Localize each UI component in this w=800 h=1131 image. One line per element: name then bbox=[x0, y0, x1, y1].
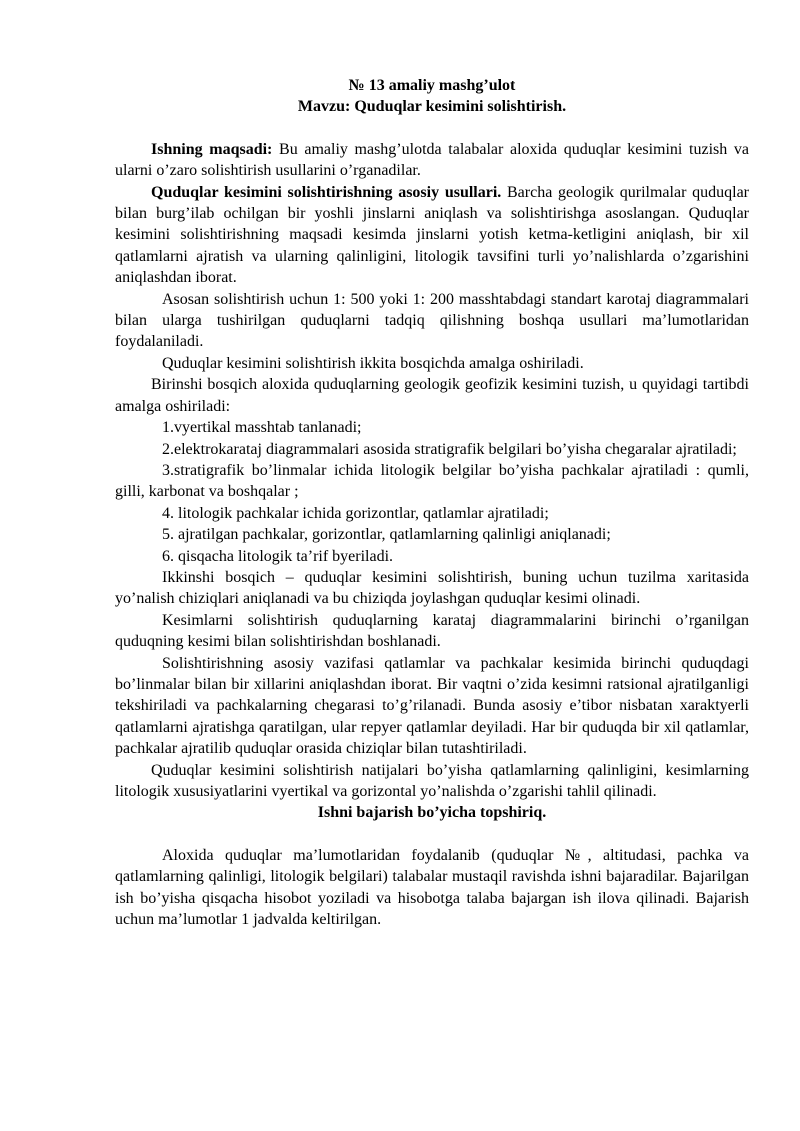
methods-paragraph bbox=[115, 182, 749, 289]
goal-text: Bu amaliy mashg’ulotda talabalar aloxida quduqlar kesimini tuzish va ularni o’zaro solishtirish usullarini o’rganadilar. bbox=[115, 140, 749, 180]
task-title: Ishni bajarish bo’yicha topshiriq. bbox=[317, 804, 547, 822]
paragraph-first-stage: Birinshi bosqich aloxida quduqlarning geologik geofizik kesimini tuzish, u quyidagi tartibdi amalga oshiriladi: bbox=[115, 376, 749, 415]
paragraph-main-task: Solishtirishning asosiy vazifasi qatlamlar va pachkalar kesimida birinchi quduqdagi bo’linmalar bilan bir xillarini aniqlashdan iborat. Bir vaqtni o’zida kesimni ratsional ajratilganligi tekshiriladi va pachkalarning chegarasi to’g’rilanadi. Bunda asosiy e’tibor nisbatan xaraktyerli qatlamlarni ajratishga qaratilgan, ular repyer qatlamlar deyiladi. Har bir quduqda bir xil qatlamlar, pachkalar ajratilib quduqlar orasida chiziqlar bilan tutashtiriladi. bbox=[115, 654, 749, 758]
goal-paragraph bbox=[115, 139, 749, 182]
spacer bbox=[115, 118, 749, 139]
step-4: 4. litologik pachkalar ichida gorizontlar, qatlamlar ajratiladi; bbox=[162, 504, 549, 522]
goal-label: Ishning maqsadi: bbox=[151, 140, 273, 158]
step-5: 5. ajratilgan pachkalar, gorizontlar, qatlamlarning qalinligi aniqlanadi; bbox=[162, 526, 611, 544]
methods-text: Barcha geologik qurilmalar quduqlar bilan burg’ilab ochilgan bir yoshli jinslarni aniqlash va solishtirishga asoslangan. Quduqlar kesimini solishtirishning maqsadi kesimda jinslarni yotish ketma-ketligini aniqlash, bir xil qatlamlarni ajratish va ularning qalinligini, litologik tavsifini turli yo’nalishlarda o’zgarishini aniqlashdan iborat. bbox=[115, 183, 749, 287]
task-paragraph: Aloxida quduqlar ma’lumotlaridan foydalanib (quduqlar №, altitudasi, pachka va qatlamlarning qalinligi, litologik belgilari) talabalar mustaqil ravishda ishni bajaradilar. Bajarilgan ish bo’yisha qisqacha hisobot yoziladi va hisobotga talaba bajargan ish ilova qilinadi. Bajarish uchun ma’lumotlar 1 jadvalda keltirilgan. bbox=[115, 846, 749, 929]
paragraph-stages: Quduqlar kesimini solishtirish ikkita bosqichda amalga oshiriladi. bbox=[162, 354, 584, 372]
step-1: 1.vyertikal masshtab tanlanadi; bbox=[162, 419, 362, 437]
spacer bbox=[115, 824, 749, 845]
step-3: 3.stratigrafik bo’linmalar ichida litologik belgilar bo’yisha pachkalar ajratiladi : qumli, gilli, karbonat va boshqalar ; bbox=[115, 461, 749, 501]
document-subtitle: Mavzu: Quduqlar kesimini solishtirish. bbox=[297, 98, 567, 116]
methods-label: Quduqlar kesimini solishtirishning asosiy usullari. bbox=[151, 183, 502, 201]
paragraph-results: Quduqlar kesimini solishtirish natijalari bo’yisha qatlamlarning qalinligini, kesimlarning litologik xususiyatlarini vyertikal va gorizontal yo’nalishda o’zgarishi tahlil qilinadi. bbox=[115, 761, 749, 800]
document-title: № 13 amaliy mashg’ulot bbox=[348, 77, 516, 94]
document-page bbox=[115, 75, 749, 930]
paragraph-second-stage: Ikkinshi bosqich – quduqlar kesimini solishtirish, buning uchun tuzilma xaritasida yo’nalish chiziqlari aniqlanadi va bu chiziqda joylashgan quduqlar kesimi olinadi. bbox=[115, 568, 749, 608]
paragraph-comparison: Kesimlarni solishtirish quduqlarning karataj diagrammalarini birinchi o’rganilgan quduqning kesimi bilan solishtirishdan boshlanadi. bbox=[115, 611, 749, 651]
step-2: 2.elektrokarataj diagrammalari asosida stratigrafik belgilari bo’yisha chegaralar ajratiladi; bbox=[162, 440, 737, 458]
paragraph-scale: Asosan solishtirish uchun 1: 500 yoki 1: 200 masshtabdagi standart karotaj diagrammalari bilan ularga tushirilgan quduqlarni tadqiq qilishning boshqa usullari ma’lumotlaridan foydalaniladi. bbox=[115, 290, 749, 351]
step-6: 6. qisqacha litologik ta’rif byeriladi. bbox=[162, 547, 394, 565]
